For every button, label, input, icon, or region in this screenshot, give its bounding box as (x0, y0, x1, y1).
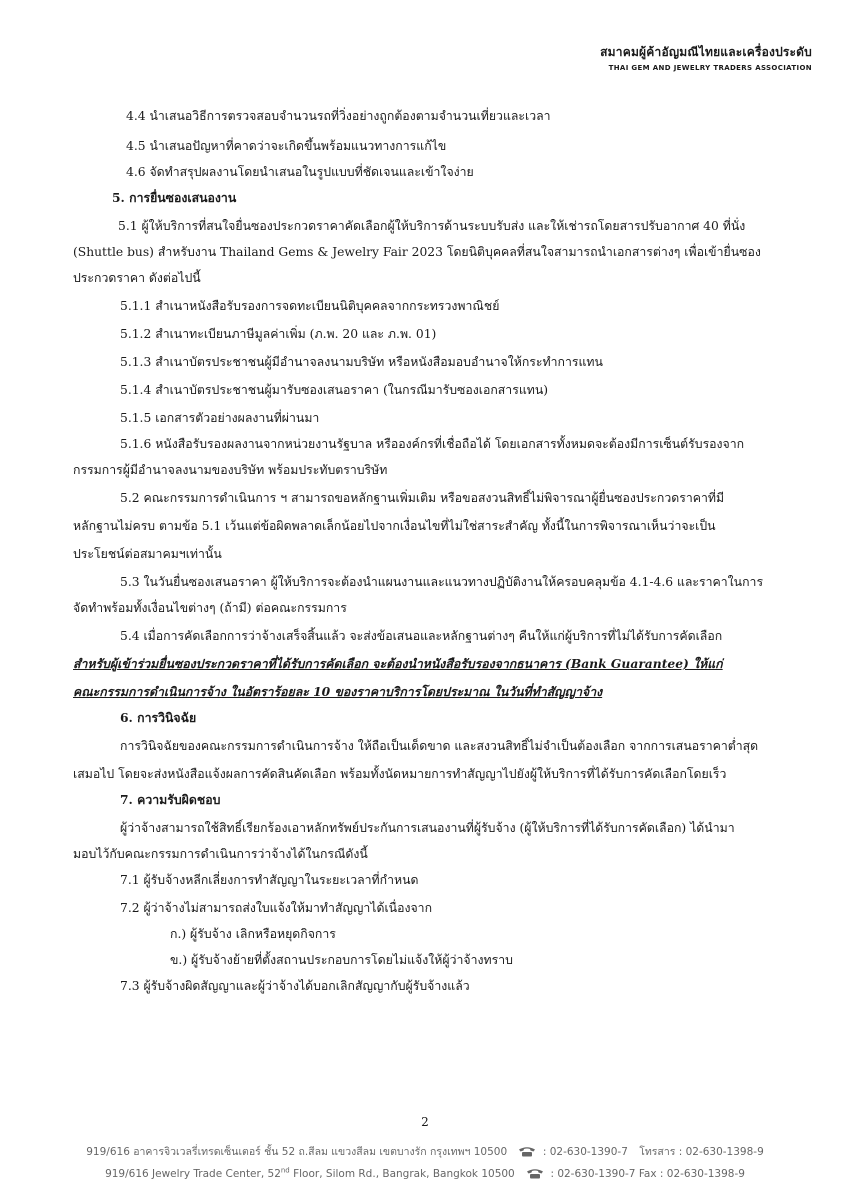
para-5-4-line-2-emphasis: สำหรับผู้เข้าร่วมยื่นซองประกวดราคาที่ได้รับการคัดเลือก จะต้องนำหนังสือรับรองจากธนาคาร (Bank Guarantee) ให้แก่ (73, 656, 723, 671)
telephone-icon (526, 1168, 544, 1183)
para-5-3-line-1: 5.3 ในวันยื่นซองเสนอราคา ผู้ให้บริการจะต้องนำแผนงานและแนวทางปฏิบัติงานให้ครอบคลุมข้อ 4.1-4.6 และราคาในการ (120, 575, 764, 589)
para-7-line-1: ผู้ว่าจ้างสามารถใช้สิทธิ์เรียกร้องเอาหลักทรัพย์ประกันการเสนองานที่ผู้รับจ้าง (ผู้ให้บริการที่ได้รับการคัดเลือก) ได้นำมา (120, 821, 735, 835)
item-4-5: 4.5 นำเสนอปัญหาที่คาดว่าจะเกิดขึ้นพร้อมแนวทางการแก้ไข (126, 139, 447, 153)
para-5-4-line-3-emphasis: คณะกรรมการดำเนินการจ้าง ในอัตราร้อยละ 10 ของราคาบริการโดยประมาณ ในวันที่ทำสัญญาจ้าง (73, 684, 603, 699)
item-4-4: 4.4 นำเสนอวิธีการตรวจสอบจำนวนรถที่วิ่งอย่างถูกต้องตามจำนวนเที่ยวและเวลา (126, 109, 551, 123)
item-7-1: 7.1 ผู้รับจ้างหลีกเลี่ยงการทำสัญญาในระยะเวลาที่กำหนด (120, 873, 419, 887)
para-7-line-2: มอบไว้กับคณะกรรมการดำเนินการว่าจ้างได้ในกรณีดังนี้ (73, 847, 368, 861)
item-7-2-a: ก.) ผู้รับจ้าง เลิกหรือหยุดกิจการ (170, 927, 336, 941)
para-5-4-line-1: 5.4 เมื่อการคัดเลือกการว่าจ้างเสร็จสิ้นแล้ว จะส่งข้อเสนอและหลักฐานต่างๆ คืนให้แก่ผู้บริการที่ไม่ได้รับการคัดเลือก (120, 629, 723, 643)
footer-english-address (105, 1168, 515, 1180)
association-name-english: THAI GEM AND JEWELRY TRADERS ASSOCIATION (608, 64, 812, 72)
footer-english-address-pre: 919/616 Jewelry Trade Center, 52 (105, 1168, 281, 1180)
item-5-1-6-line-1: 5.1.6 หนังสือรับรองผลงานจากหน่วยงานรัฐบาล หรือองค์กรที่เชื่อถือได้ โดยเอกสารทั้งหมดจะต้องมีการเซ็นต์รับรองจาก (120, 437, 745, 451)
item-7-2-b: ข.) ผู้รับจ้างย้ายที่ตั้งสถานประกอบการโดยไม่แจ้งให้ผู้ว่าจ้างทราบ (170, 953, 513, 967)
para-6-line-1: การวินิจฉัยของคณะกรรมการดำเนินการจ้าง ให้ถือเป็นเด็ดขาด และสงวนสิทธิ์ไม่จำเป็นต้องเลือก จากการเสนอราคาต่ำสุด (120, 739, 759, 753)
page-number: 2 (421, 1115, 429, 1129)
item-7-3: 7.3 ผู้รับจ้างผิดสัญญาและผู้ว่าจ้างได้บอกเลิกสัญญากับผู้รับจ้างแล้ว (120, 979, 470, 993)
item-5-1-6-line-2: กรรมการผู้มีอำนาจลงนามของบริษัท พร้อมประทับตราบริษัท (73, 463, 388, 477)
footer-english (0, 1167, 850, 1183)
telephone-icon (518, 1146, 536, 1161)
footer-thai-address: 919/616 อาคารจิวเวลรี่เทรดเซ็นเตอร์ ชั้น 52 ถ.สีลม แขวงสีลม เขตบางรัก กรุงเทพฯ 10500 (86, 1146, 508, 1158)
item-7-2: 7.2 ผู้ว่าจ้างไม่สามารถส่งใบแจ้งให้มาทำสัญญาได้เนื่องจาก (120, 901, 433, 915)
section-7-heading: 7. ความรับผิดชอบ (120, 792, 221, 807)
item-5-1-5: 5.1.5 เอกสารตัวอย่างผลงานที่ผ่านมา (120, 411, 320, 425)
section-5-heading: 5. การยื่นซองเสนองาน (112, 190, 237, 205)
footer-thai (0, 1145, 850, 1161)
item-5-1-2: 5.1.2 สำเนาทะเบียนภาษีมูลค่าเพิ่ม (ภ.พ. 20 และ ภ.พ. 01) (120, 327, 437, 341)
footer-english-address-post: Floor, Silom Rd., Bangrak, Bangkok 10500 (289, 1168, 515, 1180)
association-name-thai: สมาคมผู้ค้าอัญมณีไทยและเครื่องประดับ (600, 45, 812, 59)
para-5-1-line-3: ประกวดราคา ดังต่อไปนี้ (73, 271, 201, 285)
footer-thai-fax: โทรสาร : 02-630-1398-9 (639, 1146, 764, 1158)
para-5-2-line-1: 5.2 คณะกรรมการดำเนินการ ฯ สามารถขอหลักฐานเพิ่มเติม หรือขอสงวนสิทธิ์ไม่พิจารณาผู้ยื่นซองประกวดราคาที่มี (120, 491, 725, 505)
footer-thai-phone: : 02-630-1390-7 (542, 1146, 628, 1158)
item-5-1-4: 5.1.4 สำเนาบัตรประชาชนผู้มารับซองเสนอราคา (ในกรณีมารับซองเอกสารแทน) (120, 383, 549, 397)
footer-english-phone-fax: : 02-630-1390-7 Fax : 02-630-1398-9 (550, 1168, 745, 1180)
footer-english-address-sup: nd (280, 1166, 290, 1175)
item-5-1-1: 5.1.1 สำเนาหนังสือรับรองการจดทะเบียนนิติบุคคลจากกระทรวงพาณิชย์ (120, 299, 500, 313)
para-5-3-line-2: จัดทำพร้อมทั้งเงื่อนไขต่างๆ (ถ้ามี) ต่อคณะกรรมการ (73, 601, 347, 615)
para-5-2-line-3: ประโยชน์ต่อสมาคมฯเท่านั้น (73, 547, 222, 561)
para-6-line-2: เสมอไป โดยจะส่งหนังสือแจ้งผลการคัดสินคัดเลือก พร้อมทั้งนัดหมายการทำสัญญาไปยังผู้ให้บริการที่ได้รับการคัดเลือกโดยเร็ว (73, 767, 727, 781)
para-5-1-line-1: 5.1 ผู้ให้บริการที่สนใจยื่นซองประกวดราคาคัดเลือกผู้ให้บริการด้านระบบรับส่ง และให้เช่ารถโดยสารปรับอากาศ 40 ที่นั่ง (118, 219, 746, 233)
section-6-heading: 6. การวินิจฉัย (120, 710, 197, 725)
item-5-1-3: 5.1.3 สำเนาบัตรประชาชนผู้มีอำนาจลงนามบริษัท หรือหนังสือมอบอำนาจให้กระทำการแทน (120, 355, 603, 369)
para-5-1-line-2: (Shuttle bus) สำหรับงาน Thailand Gems & Jewelry Fair 2023 โดยนิติบุคคลที่สนใจสามารถนำเอกสารต่างๆ เพื่อเข้ายื่นซอง (73, 245, 761, 259)
para-5-2-line-2: หลักฐานไม่ครบ ตามข้อ 5.1 เว้นแต่ข้อผิดพลาดเล็กน้อยไปจากเงื่อนไขที่ไม่ใช่สาระสำคัญ ทั้งนี้ในการพิจารณาเห็นว่าจะเป็น (73, 519, 716, 533)
item-4-6: 4.6 จัดทำสรุปผลงานโดยนำเสนอในรูปแบบที่ชัดเจนและเข้าใจง่าย (126, 165, 474, 179)
